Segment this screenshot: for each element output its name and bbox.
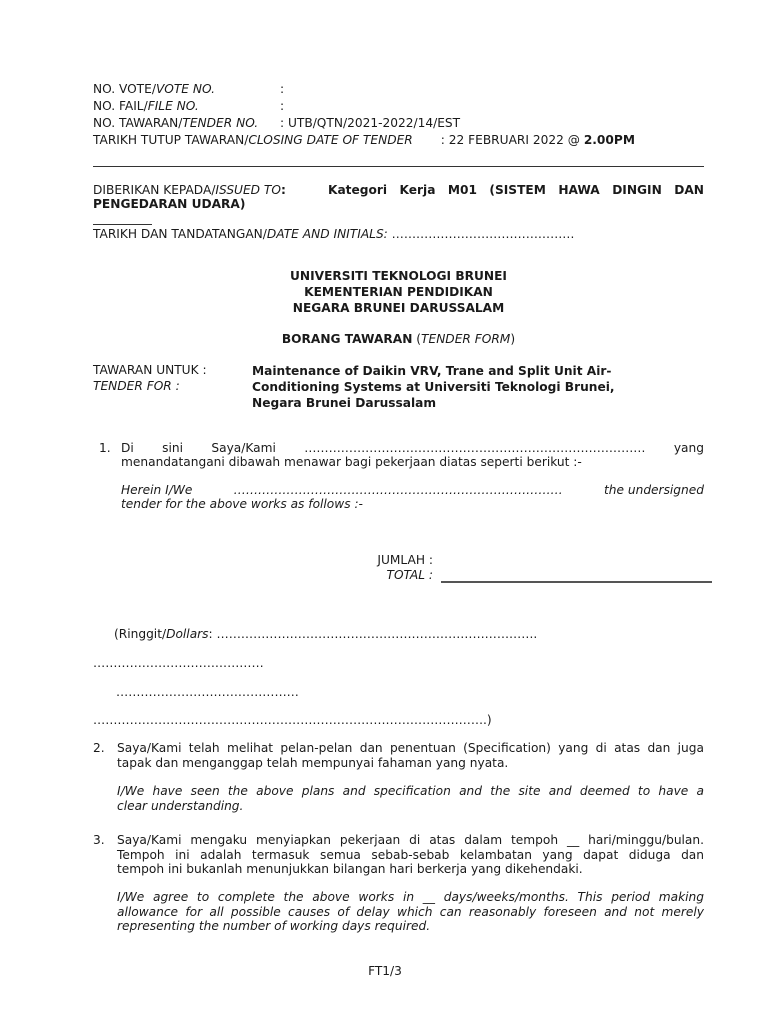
item2-en-paragraph (117, 784, 704, 813)
amount-dots-line3: ……………………………………… (116, 685, 299, 699)
total-amount-line (441, 581, 712, 583)
item1-name-dots: ………………………………………………………………………… (304, 441, 646, 455)
item2-ms-paragraph (117, 741, 704, 770)
item3-en-paragraph (117, 890, 704, 934)
ringgit-row (114, 627, 537, 642)
form-title-en: TENDER FORM (421, 332, 511, 346)
item2-ms-line2: tapak dan menganggap telah mempunyai fahaman yang nyata. (117, 755, 509, 770)
page-code: FT1/3 (368, 964, 402, 978)
amount-dots-line2: …………………………………… (93, 656, 264, 670)
dollars-label: Dollars (166, 627, 209, 641)
date-dots: ……………………………………… (391, 227, 575, 241)
item1-word: yang (673, 441, 704, 455)
item1-number: 1. (99, 441, 111, 455)
item3-en-line1: I/We agree to complete the above works in __ days/weeks/months. This period making (117, 890, 704, 904)
item1-en-line1 (121, 483, 704, 498)
closing-date-row (93, 133, 635, 148)
tender-for-line3: Negara Brunei Darussalam (252, 396, 437, 410)
short-rule (93, 224, 152, 225)
item3-ms-line3: tempoh ini bukanlah menunjukkan bilangan hari berkerja yang dikehendaki. (117, 862, 583, 876)
institution-line1: UNIVERSITI TEKNOLOGI BRUNEI (290, 269, 507, 283)
tender-label-ms: NO. TAWARAN/ (93, 116, 183, 130)
item1-ms-line1 (121, 441, 704, 456)
header-divider (93, 166, 704, 167)
closing-time: 2.00PM (583, 133, 635, 147)
date-label-en: DATE AND INITIALS: (266, 227, 388, 241)
item3-ms-line2: Tempoh ini adalah termasuk semua sebab-sebab kelambatan yang dapat diduga dan (117, 847, 704, 862)
item1-word: Di (121, 441, 134, 455)
issued-label-ms: DIBERIKAN KEPADA/ (93, 183, 216, 197)
vote-label-en: VOTE NO. (155, 82, 215, 96)
institution-line3: NEGARA BRUNEI DARUSSALAM (292, 301, 505, 315)
form-title: BORANG TAWARAN (TENDER FORM) (281, 332, 516, 346)
tender-for-line1: Maintenance of Daikin VRV, Trane and Split Unit Air- (252, 364, 612, 378)
item3-ms-paragraph (117, 833, 704, 877)
closing-date-value: : 22 FEBRUARI 2022 @ (440, 133, 580, 147)
item1-word: sini (162, 441, 183, 455)
item1-en-dots: ……………………………………………………………………… (233, 483, 563, 497)
item3-en-line2: allowance for all possible causes of delay which can reasonably foreseen and not merely (117, 904, 704, 919)
form-title-ms: BORANG TAWARAN (281, 332, 413, 346)
item1-ms-line2: menandatangani dibawah menawar bagi pekerjaan diatas seperti berikut :- (121, 455, 582, 469)
item2-ms-line1: Saya/Kami telah melihat pelan-pelan dan penentuan (Specification) yang di atas dan juga (117, 741, 704, 755)
total-label-ms: JUMLAH : (377, 553, 433, 567)
closing-label-ms: TARIKH TUTUP TAWARAN/ (93, 133, 249, 147)
item2-number: 2. (93, 741, 105, 755)
issued-label-en: ISSUED TO (215, 183, 281, 197)
tender-for-label-en: TENDER FOR : (93, 379, 180, 393)
institution-line2: KEMENTERIAN PENDIDIKAN (304, 285, 493, 299)
file-label-en: FILE NO. (147, 99, 199, 113)
file-label-ms: NO. FAIL/ (93, 99, 148, 113)
item3-ms-line1: Saya/Kami mengaku menyiapkan pekerjaan di atas dalam tempoh __ hari/minggu/bulan. (117, 833, 704, 847)
file-no-row (93, 99, 284, 114)
closing-label-en: CLOSING DATE OF TENDER (248, 133, 413, 147)
item2-en-line1: I/We have seen the above plans and specification and the site and deemed to have a (117, 784, 704, 798)
issued-to-value-line1: Kategori Kerja M01 (SISTEM HAWA DINGIN DAN (328, 183, 704, 197)
ringgit-dots: : ……………………………………………………………………. (208, 627, 538, 641)
amount-dots-line4: …………………………………………………………………………………….) (93, 713, 492, 727)
item3-number: 3. (93, 833, 105, 847)
ringgit-label: (Ringgit/ (114, 627, 167, 641)
tender-for-line2: Conditioning Systems at Universiti Teknologi Brunei, (252, 380, 615, 394)
item3-en-line3: representing the number of working days required. (117, 919, 431, 933)
tender-no-row (93, 116, 460, 131)
vote-no-row (93, 82, 284, 97)
total-label-en: TOTAL : (386, 568, 433, 582)
tender-for-label-ms: TAWARAN UNTUK : (93, 363, 207, 377)
issued-colon: : (280, 183, 286, 197)
item1-en-start: Herein I/We (121, 483, 193, 497)
item1-word: Saya/Kami (211, 441, 276, 455)
file-separator: : (280, 99, 285, 113)
vote-label-ms: NO. VOTE/ (93, 82, 156, 96)
issued-to-value-line2: PENGEDARAN UDARA) (93, 197, 246, 211)
date-label-ms: TARIKH DAN TANDATANGAN/ (93, 227, 267, 241)
item2-en-line2: clear understanding. (117, 798, 244, 813)
tender-label-en: TENDER NO. (182, 116, 259, 130)
vote-separator: : (280, 82, 285, 96)
item1-en-end: the undersigned (604, 483, 704, 497)
item1-en-line2: tender for the above works as follows :- (121, 497, 363, 511)
tender-no-value: : UTB/QTN/2021-2022/14/EST (280, 116, 461, 130)
date-initials-row (93, 227, 574, 242)
